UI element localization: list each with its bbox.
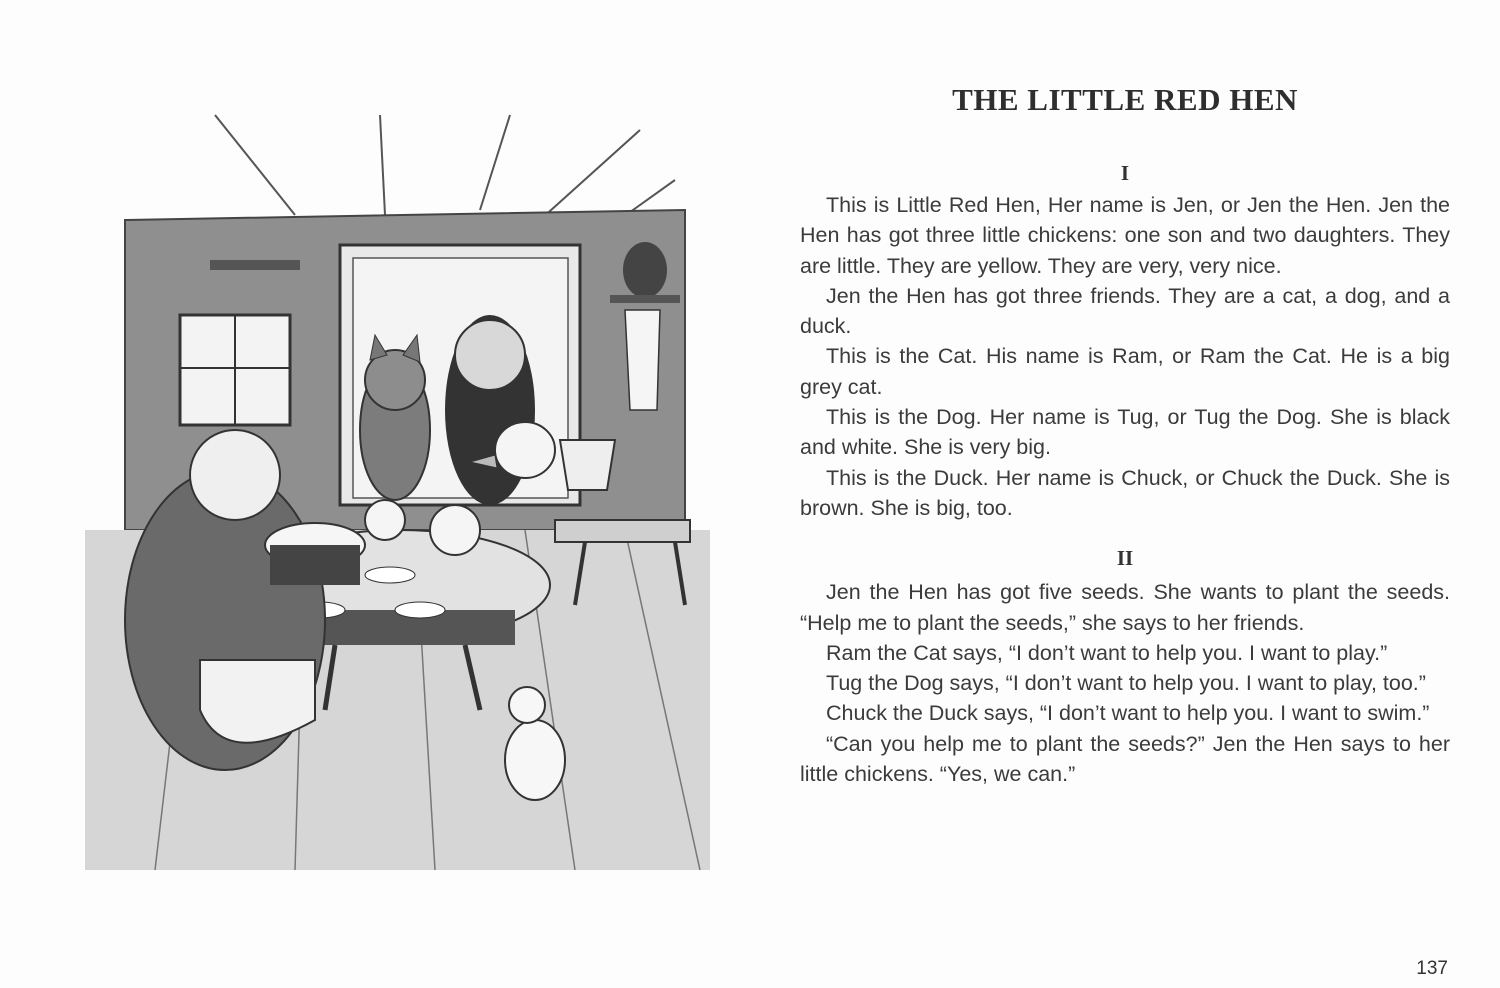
paragraph: This is the Dog. Her name is Tug, or Tug the Dog. She is black and white. She is very big. [800, 405, 1450, 460]
section-number-1: I [1120, 161, 1130, 185]
paragraph: Ram the Cat says, “I don’t want to help you. I want to play.” [826, 640, 1388, 665]
page-number: 137 [1416, 958, 1448, 979]
paragraph: This is Little Red Hen, Her name is Jen, or Jen the Hen. Jen the Hen has got three little chickens: one son and two daughters. They are little. They are yellow. They are very, very nice. [800, 193, 1450, 278]
section-number-2: II [1116, 546, 1134, 571]
paragraph: Jen the Hen has got five seeds. She wants to plant the seeds. “Help me to plant the seeds,” she says to her friends. [800, 580, 1450, 635]
paragraph: “Can you help me to plant the seeds?” Jen the Hen says to her little chickens. “Yes, we can.” [800, 731, 1450, 787]
paragraph: This is the Cat. His name is Ram, or Ram the Cat. He is a big grey cat. [800, 344, 1450, 399]
story-title: THE LITTLE RED HEN [952, 82, 1298, 117]
section-2 [800, 577, 1450, 789]
story-text-column [800, 70, 1450, 789]
paragraph: Chuck the Duck says, “I don’t want to help you. I want to swim.” [826, 701, 1430, 726]
paragraph: Tug the Dog says, “I don’t want to help you. I want to play, too.” [826, 671, 1426, 696]
paragraph: This is the Duck. Her name is Chuck, or Chuck the Duck. She is brown. She is big, too. [800, 465, 1450, 520]
section-1 [800, 190, 1450, 523]
hen-kitchen-illustration [85, 110, 710, 870]
paragraph: Jen the Hen has got three friends. They are a cat, a dog, and a duck. [800, 283, 1450, 339]
